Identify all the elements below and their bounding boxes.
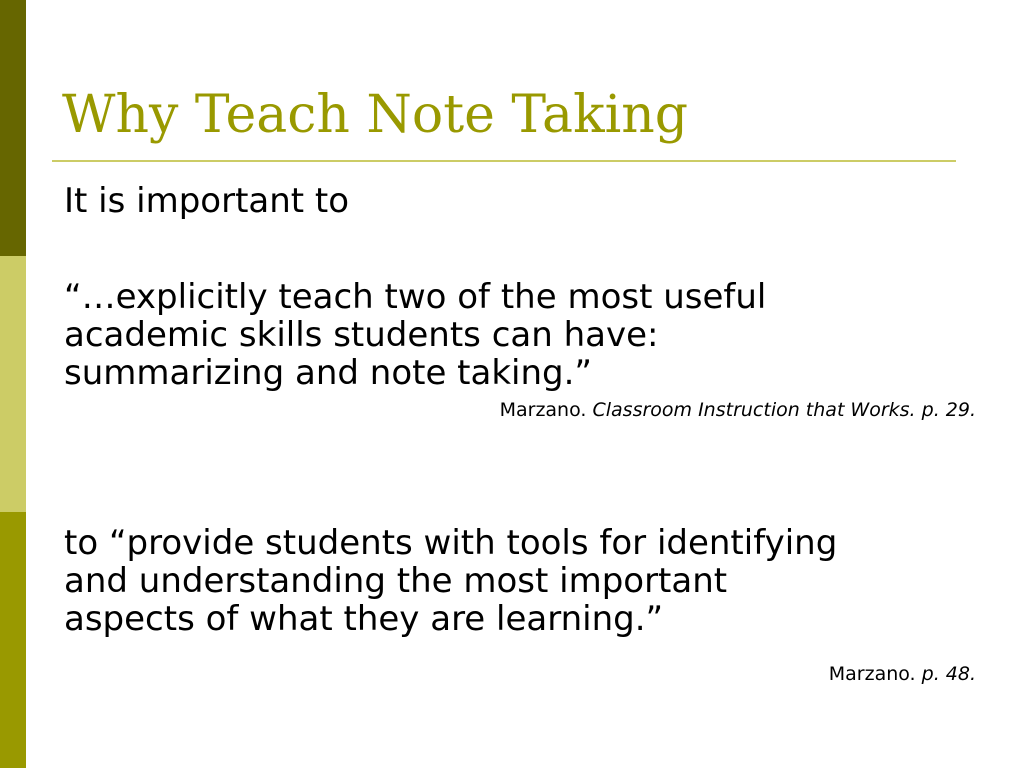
side-bar-top <box>0 0 26 256</box>
quote-summarizing: “…explicitly teach two of the most useful academic skills students can have: summarizing and note taking.” <box>64 277 767 393</box>
side-bar-middle <box>0 256 26 512</box>
slide-title: Why Teach Note Taking <box>62 85 688 145</box>
side-bar-bottom <box>0 512 26 768</box>
citation-first-author: Marzano. <box>499 399 593 421</box>
citation-second-source: p. 48. <box>921 663 976 685</box>
citation-first <box>500 399 976 421</box>
citation-first-source: Classroom Instruction that Works. p. 29. <box>592 399 976 421</box>
quote-tools: to “provide students with tools for identifying and understanding the most important aspects of what they are learning.” <box>64 523 838 639</box>
intro-text: It is important to <box>64 181 350 221</box>
citation-second-author: Marzano. <box>828 663 922 685</box>
title-underline <box>52 160 956 162</box>
citation-second <box>829 663 976 685</box>
